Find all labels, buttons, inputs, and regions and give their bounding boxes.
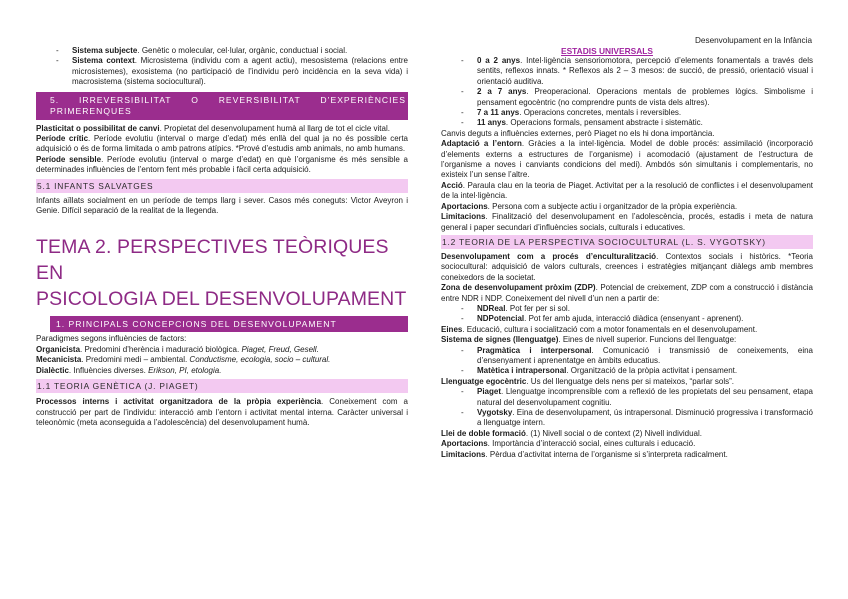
list-item: - NDPotencial. Pot fer amb ajuda, interacció diàdica (ensenyant - aprenent). (441, 314, 813, 324)
paragraph: Eines. Educació, cultura i socialització com a motor fonamentals en el desenvolupament. (441, 324, 758, 334)
paragraph: Limitacions. Finalització del desenvolupament en l’adolescència, procés, estadis i meta de natura general i paper secundari d’influències socials, culturals i educatives. (441, 212, 813, 232)
list-item: - 2 a 7 anys. Preoperacional. Operacions mentals de problemes lògics. Simbolisme i pensament egocèntric (no comprendre punts de vista dels altres). (441, 87, 813, 108)
list-item: - 11 anys. Operacions formals, pensament abstracte i sistemàtic. (441, 118, 813, 128)
paragraph: Aportacions. Persona com a subjecte actiu i organitzador de la pròpia experiència. (441, 201, 738, 211)
list-item: - 0 a 2 anys. Intel·ligència sensoriomotora, percepció d’elements fonamentals a través dels sentits, reflexos innats. * Reflexos als 2 – 3 mesos: de succió, de pressió, orientació visual i orientació auditiva. (441, 56, 813, 87)
zdp-list (441, 304, 813, 325)
paragraph: Infants aïllats socialment en un període de temps llarg i sever. Casos més coneguts: Victor Aveyron i Genie. Difícil separació de la realitat de la llegenda. (36, 195, 408, 216)
section-heading: 5. IRREVERSIBILITAT O REVERSIBILITAT D’EXPERIÈNCIES PRIMERENQUES (36, 92, 408, 120)
paragraph: Llei de doble formació. (1) Nivell social o de context (2) Nivell individual. (441, 428, 702, 438)
language-functions-list (441, 346, 813, 377)
subsection-heading: 1.1 TEORIA GENÈTICA (J. PIAGET) (36, 379, 408, 393)
paragraph: Acció. Paraula clau en la teoria de Piaget. Activitat per a la resolució de conflictes i el desenvolupament de la intel·ligència. (441, 180, 813, 201)
list-item: - Pragmàtica i interpersonal. Comunicació i transmissió de coneixements, eina d’ensenyament i aprenentatge en àmbits educatius. (441, 346, 813, 367)
page-header: Desenvolupament en la Infància (695, 36, 812, 45)
paragraph: Zona de desenvolupament pròxim (ZDP). Potencial de creixement, ZDP com a construcció i distància entre NDR i NDP. Coneixement del nivell d’un nen a partir de: (441, 283, 813, 303)
page-title: TEMA 2. PERSPECTIVES TEÒRIQUES EN PSICOLOGIA DEL DESENVOLUPAMENT (36, 236, 407, 311)
paragraph: Sistema de signes (llenguatge). Eines de nivell superior. Funcions del llenguatge: (441, 335, 737, 345)
right-column (441, 0, 813, 460)
paragraph: Plasticitat o possibilitat de canvi. Propietat del desenvolupament humà al llarg de tot el cicle vital. (36, 123, 390, 133)
paragraph: Processos interns i activitat organitzadora de la pròpia experiència. Coneixement com a construcció per part de l’individu: interacció amb l’entorn i activitat mental interna. Caràcter universal i teleonòmic (meta aconseguida a l’adolescència) del desenvolupament humà. (36, 397, 408, 427)
list-item: - Piaget. Llenguatge incomprensible com a reflexió de les propietats del seu pensament, etapa natural del desenvolupament cognitiu. (441, 387, 813, 408)
paragraph: Desenvolupament com a procés d’enculturalització. Contextos socials i històrics. *Teoria sociocultural: adquisició de valors culturals, creences i estratègies mitjançant diàlegs amb membres coneixedors de la societat. (441, 251, 813, 282)
subsection-heading: 5.1 INFANTS SALVATGES (36, 179, 408, 193)
left-column (36, 0, 408, 428)
subsection-heading: 1.2 TEORIA DE LA PERSPECTIVA SOCIOCULTURAL (L. S. VYGOTSKY) (441, 235, 813, 249)
paragraph: Limitacions. Pèrdua d’activitat interna de l’organisme si s’interpreta radicalment. (441, 449, 728, 459)
paragraph: Dialèctic. Influències diverses. Erikson, PI, etologia. (36, 365, 222, 375)
paragraph: Període sensible. Període evolutiu (interval o marge d’edat) en què l’organisme és més sensible a determinades influències de l’entorn fent més probable i fàcil certa adquisició. (36, 154, 408, 175)
list-item: - NDReal. Pot fer per si sol. (441, 304, 813, 314)
paragraph: Mecanicista. Predomini medi – ambiental. Conductisme, ecologia, socio – cultural. (36, 355, 331, 365)
egocentric-list (441, 387, 813, 429)
subject-context-list (36, 46, 408, 88)
paragraph: Paradigmes segons influències de factors: (36, 334, 187, 344)
paragraph: Canvis deguts a influències externes, però Piaget no els hi dona importància. (441, 128, 715, 138)
stages-list (441, 56, 813, 129)
paragraph: Període crític. Període evolutiu (interval o marge d’edat) més enllà del qual ja no és possible certa adquisició o és de forma limitada o amb patrons atípics. *Prové d’estudis amb animals, no amb humans. (36, 134, 408, 154)
paragraph: Aportacions. Importància d’interacció social, eines culturals i educació. (441, 439, 696, 449)
paragraph: Adaptació a l’entorn. Gràcies a la intel·ligència. Model de doble procés: assimilació (incorporació d’elements externs a estructures de l’organisme) i acomodació (ajustament de l’estructura de l’organisme a noves i canviants condicions del medi). Ambdós són simultanis i complementaris, no existeix l’un sense l’altre. (441, 139, 813, 180)
list-item: - Sistema context. Microsistema (individu com a agent actiu), mesosistema (relacions entre microsistemes), exosistema (no participació de l’individu però incidència en la seva vida) i macrosistema (sistema sociocultural). (36, 56, 408, 87)
list-item: - Vygotsky. Eina de desenvolupament, ús intrapersonal. Disminució progressiva i transformació a llenguatge intern. (441, 408, 813, 429)
paragraph: Organicista. Predomini d’herència i maduració biològica. Piaget, Freud, Gesell. (36, 344, 319, 354)
section-heading: 1. PRINCIPALS CONCEPCIONS DEL DESENVOLUPAMENT (50, 316, 408, 332)
list-item: - Sistema subjecte. Genètic o molecular, cel·lular, orgànic, conductual i social. (36, 46, 408, 56)
paragraph: Llenguatge egocèntric. Us del llenguatge dels nens per si mateixos, “parlar sols”. (441, 376, 735, 386)
list-item: - Matètica i intrapersonal. Organització de la pròpia activitat i pensament. (441, 366, 813, 376)
stages-heading: ESTADIS UNIVERSALS (561, 46, 653, 56)
list-item: - 7 a 11 anys. Operacions concretes, mentals i reversibles. (441, 108, 813, 118)
